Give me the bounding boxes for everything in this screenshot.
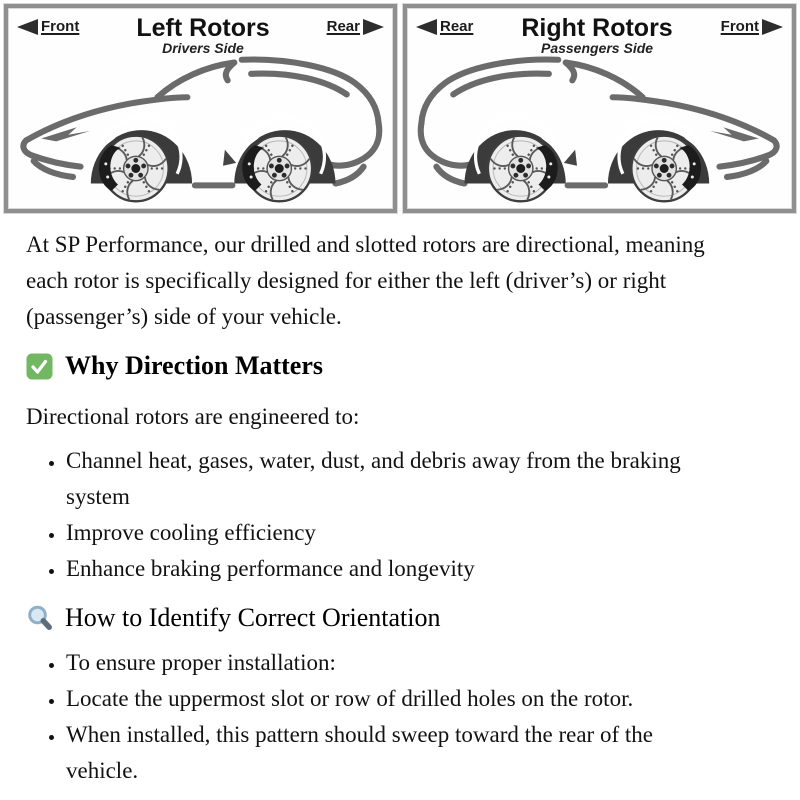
list-item: • Channel heat, gases, water, dust, and debris away from the braking system bbox=[66, 443, 726, 515]
list-item: • Enhance braking performance and longevity bbox=[66, 551, 726, 587]
left-car-illustration bbox=[8, 56, 393, 206]
left-panel-header bbox=[8, 8, 393, 56]
rotation-label: Rotation bbox=[135, 106, 185, 138]
panel-subtitle: Drivers Side bbox=[162, 40, 244, 57]
right-rotors-panel bbox=[403, 4, 796, 213]
svg-text:Rotation bbox=[497, 107, 550, 130]
left-panel-titles bbox=[136, 15, 269, 56]
rotation-label: Rotation bbox=[496, 106, 551, 130]
list-item: • Locate the uppermost slot or row of drilled holes on the rotor. bbox=[66, 681, 726, 717]
front-direction bbox=[721, 18, 783, 35]
section-identify-orientation-heading bbox=[26, 603, 774, 633]
panel-title: Right Rotors bbox=[521, 14, 673, 42]
orientation-steps-list bbox=[26, 645, 774, 789]
rotor-direction-diagram bbox=[0, 0, 800, 213]
rear-label: Rear bbox=[326, 18, 360, 35]
rear-direction bbox=[327, 18, 384, 35]
rotation-label: Rotation bbox=[609, 107, 652, 149]
section-why-direction-matters-heading bbox=[26, 351, 774, 381]
arrow-right-icon bbox=[762, 19, 783, 35]
check-mark-icon bbox=[26, 353, 53, 380]
rotation-label: Rotation bbox=[240, 106, 289, 140]
list-item: • When installed, this pattern should sweep toward the rear of the vehicle. bbox=[66, 717, 726, 789]
right-panel-header bbox=[407, 8, 792, 56]
front-direction bbox=[17, 18, 79, 35]
arrow-left-icon bbox=[416, 19, 437, 35]
rear-direction bbox=[416, 18, 473, 35]
rear-label: Rear bbox=[440, 18, 474, 35]
front-label: Front bbox=[720, 18, 759, 35]
right-car-illustration bbox=[407, 56, 792, 206]
front-label: Front bbox=[41, 18, 80, 35]
section-title: How to Identify Correct Orientation bbox=[65, 603, 441, 632]
panel-subtitle: Passengers Side bbox=[540, 40, 654, 57]
panel-title: Left Rotors bbox=[136, 14, 270, 42]
article-body bbox=[0, 227, 800, 789]
list-item: • To ensure proper installation: bbox=[66, 645, 726, 681]
list-item: • Improve cooling efficiency bbox=[66, 515, 726, 551]
engineered-to-lead: Directional rotors are engineered to: bbox=[26, 404, 360, 429]
section-title: Why Direction Matters bbox=[65, 351, 324, 380]
left-rotors-panel bbox=[4, 4, 397, 213]
magnifying-glass-icon bbox=[26, 604, 55, 633]
arrow-left-icon bbox=[17, 19, 38, 35]
arrow-right-icon bbox=[363, 19, 384, 35]
benefits-list bbox=[26, 443, 774, 587]
right-panel-titles bbox=[521, 15, 672, 56]
intro-paragraph: At SP Performance, our drilled and slotted rotors are directional, meaning each rotor is specifically designed for either the left (driver’s) or right (passenger’s) side of your vehicle. bbox=[26, 232, 705, 329]
